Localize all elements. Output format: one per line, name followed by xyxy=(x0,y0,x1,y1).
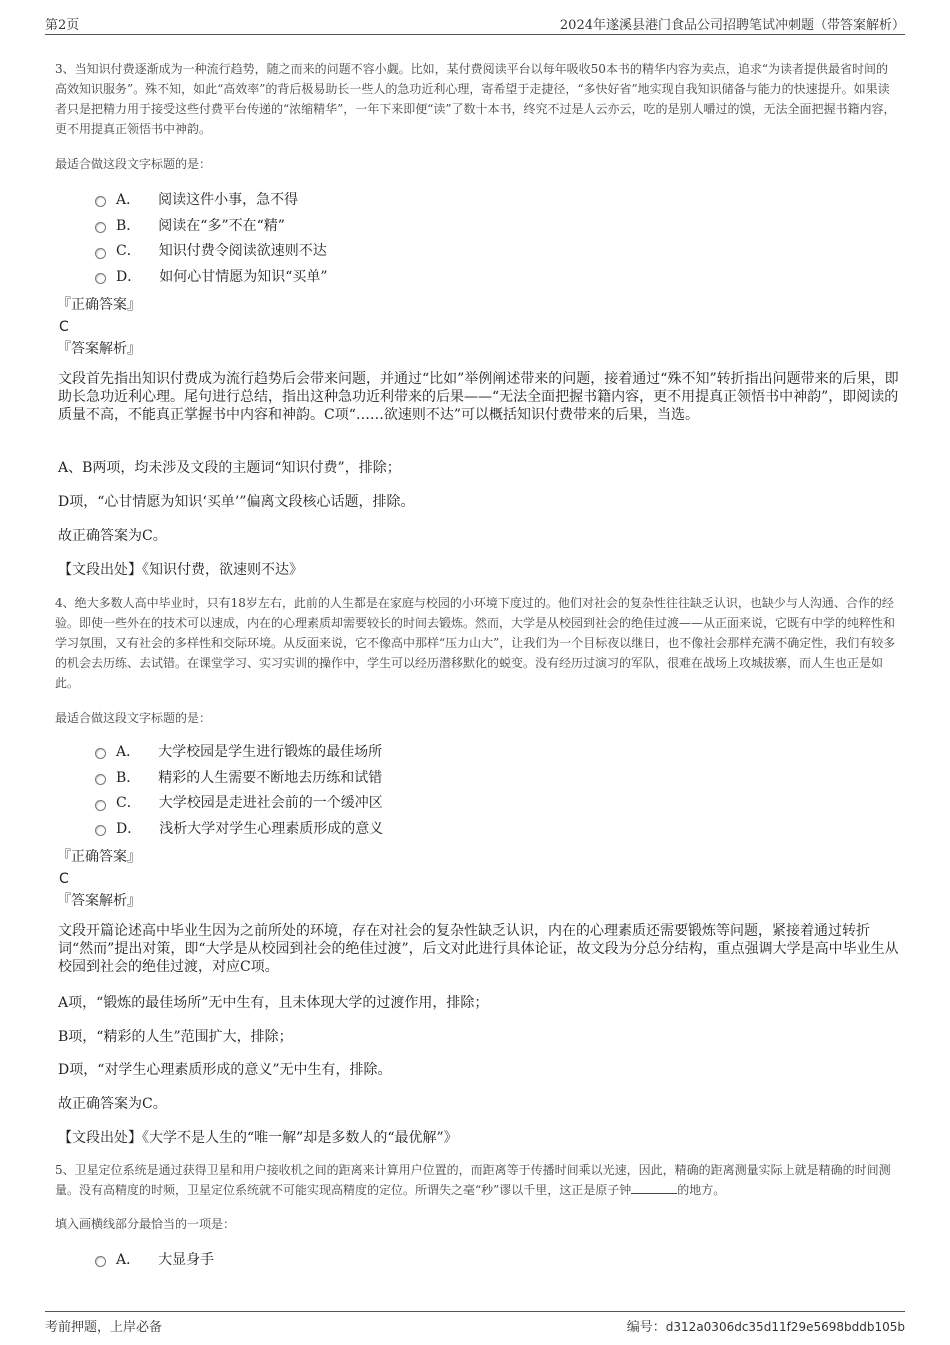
question-3-prompt: 最适合做这段文字标题的是： xyxy=(55,157,212,171)
question-4-answer xyxy=(57,846,141,912)
option-b[interactable]: B． 阅读在“多”不在“精” xyxy=(95,212,328,238)
page-header xyxy=(45,12,905,35)
radio-icon[interactable] xyxy=(95,774,106,785)
answer-value: C xyxy=(59,319,69,335)
question-4-options xyxy=(95,738,383,841)
answer-value: C xyxy=(59,871,69,887)
option-c[interactable]: C． 大学校园是走进社会前的一个缓冲区 xyxy=(95,789,383,815)
answer-label: 『正确答案』 xyxy=(57,849,141,865)
question-5-options xyxy=(95,1246,214,1272)
question-5-prompt: 填入画横线部分最恰当的一项是： xyxy=(55,1217,236,1231)
document-code: 编号：d312a0306dc35d11f29e5698bddb105b xyxy=(626,1320,905,1335)
question-4-analysis: 文段开篇论述高中毕业生因为之前所处的环境，存在对社会的复杂性缺乏认识，内在的心理素质还需要锻炼等问题，紧接着通过转折词“然而”提出对策，即“大学是从校园到社会的绝佳过渡”，后文对此进行具体论证，故文段为分总分结构，重点强调大学是高中毕业生从校园到社会的绝佳过渡，对应C项。 xyxy=(58,923,899,975)
analysis-label: 『答案解析』 xyxy=(57,893,141,909)
option-b[interactable]: B． 精彩的人生需要不断地去历练和试错 xyxy=(95,764,383,790)
question-3-analysis: 文段首先指出知识付费成为流行趋势后会带来问题，并通过“比如”举例阐述带来的问题，接着通过“殊不知”转折指出问题带来的后果，即助长急功近利心理。尾句进行总结，指出这种急功近利带来的后果——“无法全面把握书籍内容，更不用提真正领悟书中神韵”，即阅读的质量不高，不能真正掌握书中内容和神韵。C项“……欲速则不达”可以概括知识付费带来的后果，当选。 xyxy=(58,371,899,423)
radio-icon[interactable] xyxy=(95,273,106,284)
option-a[interactable]: A． 大显身手 xyxy=(95,1246,214,1272)
analysis-label: 『答案解析』 xyxy=(57,341,141,357)
analysis-line: D项，“心甘情愿为知识‘买单’”偏离文段核心话题，排除。 xyxy=(58,494,415,510)
question-4-prompt: 最适合做这段文字标题的是： xyxy=(55,711,212,725)
page-footer xyxy=(45,1311,905,1336)
radio-icon[interactable] xyxy=(95,825,106,836)
analysis-line: 故正确答案为C。 xyxy=(58,1096,167,1112)
fill-blank xyxy=(631,1183,677,1194)
option-a[interactable]: A． 大学校园是学生进行锻炼的最佳场所 xyxy=(95,738,383,764)
question-3-text: 3、当知识付费逐渐成为一种流行趋势，随之而来的问题不容小觑。比如，某付费阅读平台以每年吸收50本书的精华内容为卖点，追求“为读者提供最省时间的高效知识服务”。殊不知，如此“高效率”的背后极易助长一些人的急功近利心理，寄希望于走捷径，“多快好省”地实现自我知识储备与能力的快速提升。如果读者只是把精力用于接受这些付费平台传递的“浓缩精华”，一年下来即便“读”了数十本书，终究不过是人云亦云，吃的是别人嚼过的馍，无法全面把握书籍内容，更不用提真正领悟书中神韵。 xyxy=(55,62,896,136)
source-line: 【文段出处】《知识付费，欲速则不达》 xyxy=(58,562,303,578)
radio-icon[interactable] xyxy=(95,800,106,811)
radio-icon[interactable] xyxy=(95,1256,106,1267)
answer-label: 『正确答案』 xyxy=(57,297,141,313)
analysis-line: A、B两项，均未涉及文段的主题词“知识付费”，排除； xyxy=(58,460,401,476)
analysis-line: D项，“对学生心理素质形成的意义”无中生有，排除。 xyxy=(58,1062,392,1078)
option-d[interactable]: D． 如何心甘情愿为知识“买单” xyxy=(95,263,328,289)
question-3-options xyxy=(95,186,328,289)
source-line: 【文段出处】《大学不是人生的“唯一解”却是多数人的“最优解”》 xyxy=(58,1130,458,1146)
question-4-text: 4、绝大多数人高中毕业时，只有18岁左右，此前的人生都是在家庭与校园的小环境下度过的。他们对社会的复杂性往往缺乏认识，也缺少与人沟通、合作的经验。即使一些外在的技术可以速成，内在的心理素质却需要较长的时间去锻炼。然而，大学是从校园到社会的绝佳过渡——从正面来说，它既有中学的纯粹性和学习氛围，又有社会的多样性和交际环境。从反面来说，它不像高中那样“压力山大”，让我们为一个目标夜以继日，也不像社会那样充满不确定性，我们有较多的机会去历练、去试错。在课堂学习、实习实训的操作中，学生可以经历潜移默化的蜕变。没有经历过演习的军队，很难在战场上攻城拔寨，而人生也正是如此。 xyxy=(55,596,896,690)
question-3-answer xyxy=(57,294,141,360)
option-d[interactable]: D． 浅析大学对学生心理素质形成的意义 xyxy=(95,815,383,841)
option-c[interactable]: C． 知识付费令阅读欲速则不达 xyxy=(95,237,328,263)
document-title: 2024年遂溪县港门食品公司招聘笔试冲刺题（带答案解析） xyxy=(559,18,905,33)
radio-icon[interactable] xyxy=(95,748,106,759)
analysis-line: A项，“锻炼的最佳场所”无中生有，且未体现大学的过渡作用，排除； xyxy=(58,995,489,1011)
footer-slogan: 考前押题，上岸必备 xyxy=(45,1320,163,1335)
radio-icon[interactable] xyxy=(95,248,106,259)
analysis-line: B项，“精彩的人生”范围扩大，排除； xyxy=(58,1029,293,1045)
analysis-line: 故正确答案为C。 xyxy=(58,528,167,544)
question-5-text: 5、卫星定位系统是通过获得卫星和用户接收机之间的距离来计算用户位置的，而距离等于传播时间乘以光速，因此，精确的距离测量实际上就是精确的时间测量。没有高精度的时频，卫星定位系统就不可能实现高精度的定位。所谓失之毫“秒”谬以千里，这正是原子钟 的地方。 xyxy=(55,1163,891,1197)
radio-icon[interactable] xyxy=(95,222,106,233)
radio-icon[interactable] xyxy=(95,196,106,207)
option-a[interactable]: A． 阅读这件小事，急不得 xyxy=(95,186,328,212)
page-number: 第2页 xyxy=(45,18,80,33)
